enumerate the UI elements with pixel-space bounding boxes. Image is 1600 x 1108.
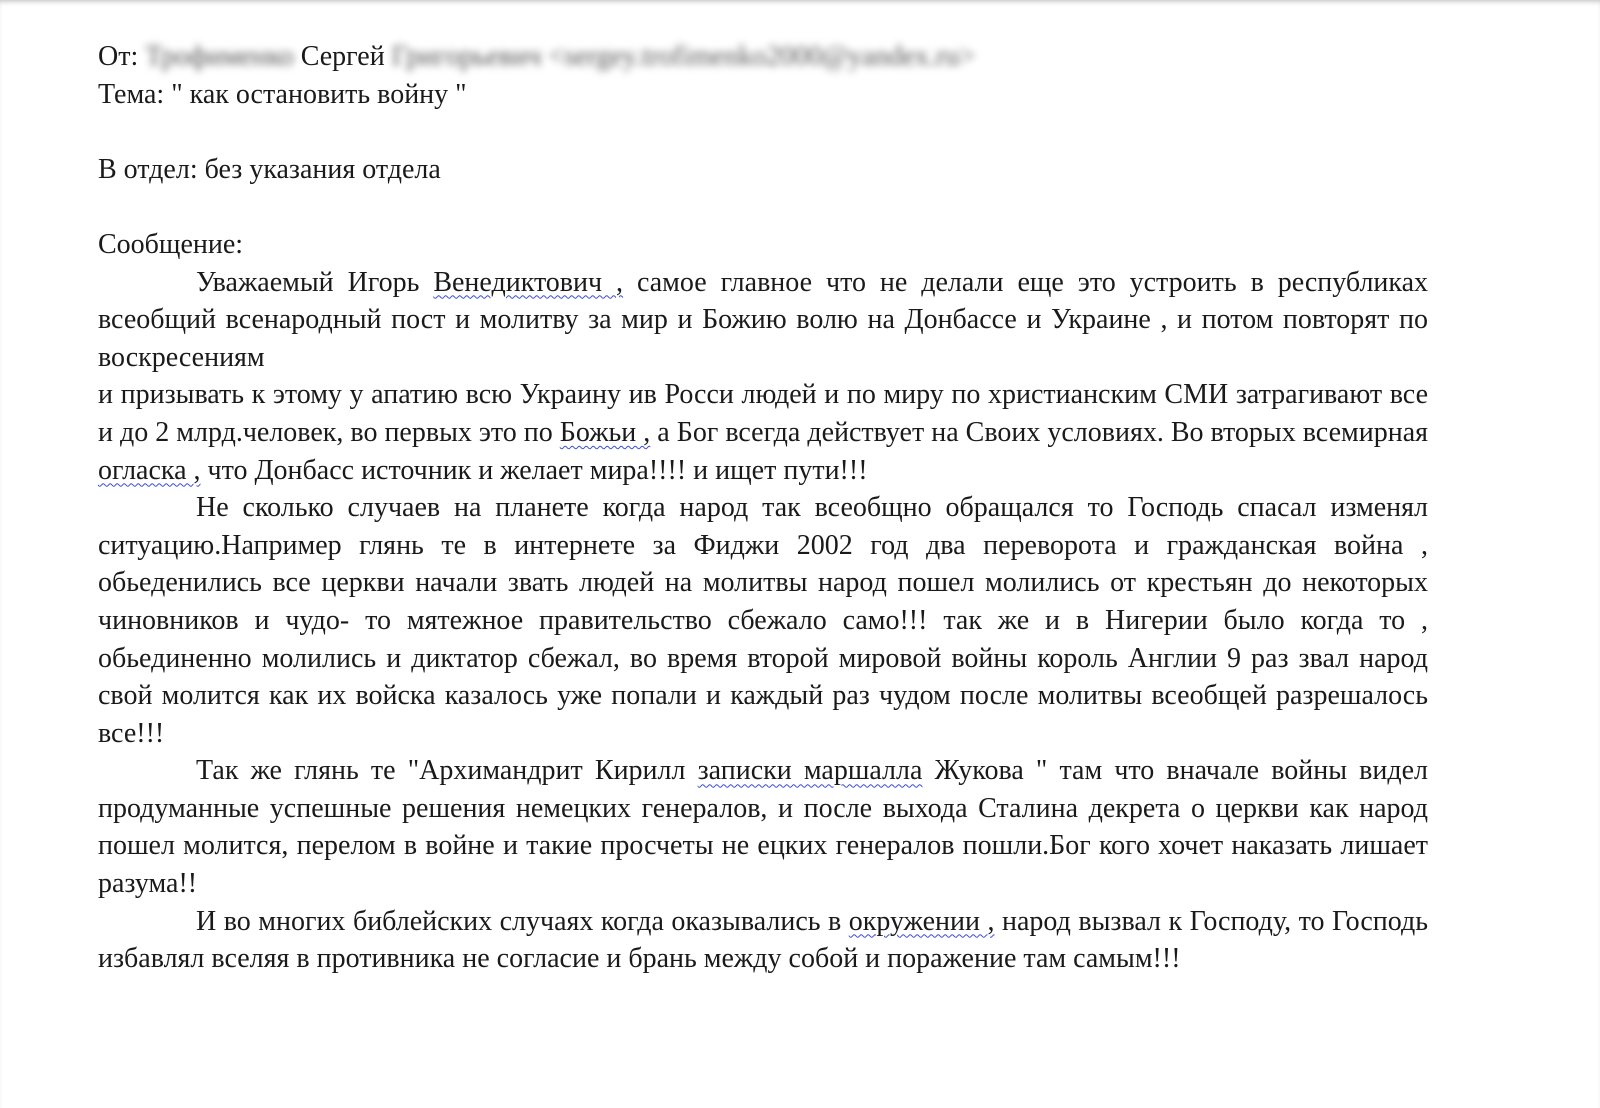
letter-page — [98, 38, 1428, 978]
paragraph-2-part-c: а Бог всегда действует на Своих условиях. Во вторых всемирная — [650, 416, 1428, 448]
spelling-marked-word: Божьи , — [559, 416, 651, 448]
paragraph-2-part-e: что Донбасс источник и желает мира!!!! и ищет пути!!! — [200, 454, 868, 486]
paragraph-1-part-c: самое главное что не делали еще это устроить в республиках всеобщий всенародный пост и молитву за мир и Божию волю на Донбассе и Украине , и потом повторят по воскресениям — [98, 266, 1429, 373]
paragraph-4 — [98, 752, 1428, 902]
paragraph-4-part-c: Жукова " там что вначале войны видел продуманные успешные решения немецких генералов, и после выхода Сталина декрета о церкви как народ пошел молится, перелом в войне и такие просчеты не ецких генералов пошли.Бог кого хочет наказать лишает разума!! — [98, 755, 1428, 900]
subject-value: " как остановить войну " — [171, 78, 467, 110]
paragraph-5 — [98, 903, 1428, 978]
paragraph-3: Не сколько случаев на планете когда народ так всеобщно обращался то Господь спасал изменял ситуацию.Например глянь те в интернете за Фиджи 2002 год два переворота и гражданская война , обьеденились все церкви начали звать людей на молитвы народ пошел молились от крестьян до некоторых чиновников и чудо- то мятежное правительство сбежало само!!! так же и в Нигерии было когда то , обьединенно молились и диктатор сбежал, во время второй мировой войны король Англии 9 раз звал народ свой молится как их войска казалось уже попали и каждый раз чудом после молитвы всеобщей разрешалось все!!! — [98, 492, 1428, 749]
paragraph-1-part-a: Уважаемый Игорь — [196, 266, 434, 298]
from-surname-redacted: Трофименко — [145, 41, 294, 72]
department-line — [98, 151, 1428, 189]
subject-label: Тема: — [98, 78, 165, 110]
subject-line — [98, 76, 1428, 114]
paragraph-1 — [98, 264, 1428, 377]
from-label: От: — [98, 41, 139, 72]
spelling-marked-word: огласка , — [98, 454, 201, 486]
from-line — [98, 38, 1428, 76]
spelling-marked-word: записки маршалла — [697, 755, 923, 787]
paragraph-5-part-a: И во многих библейских случаях когда оказывались в — [196, 905, 849, 937]
paragraph-2-part-a: и призывать к этому у апатию всю Украину ив Росси людей и по миру по христианским СМИ затрагивают все и до 2 млрд.человек, во первых это по — [98, 379, 1428, 448]
spelling-marked-word: окружении , — [848, 905, 995, 937]
from-name: Сергей — [300, 41, 385, 72]
message-label: Сообщение: — [98, 228, 244, 260]
paragraph-5-part-c: народ вызвал к Господу, то Господь избавлял вселяя в противника не согласие и брань между собой и поражение там самым!!! — [98, 905, 1428, 975]
department-value: без указания отдела — [204, 153, 441, 185]
blank-line — [98, 113, 1428, 151]
paragraph-2 — [98, 376, 1428, 489]
department-label: В отдел: — [98, 153, 198, 185]
spelling-marked-word: Венедиктович , — [433, 266, 624, 298]
blank-line — [98, 188, 1428, 226]
paragraph-4-part-a: Так же глянь те "Архимандрит Кирилл — [196, 755, 698, 787]
from-email-redacted: Григорьевич <sergey.trofimenko2000@yandex.ru> — [391, 41, 976, 72]
